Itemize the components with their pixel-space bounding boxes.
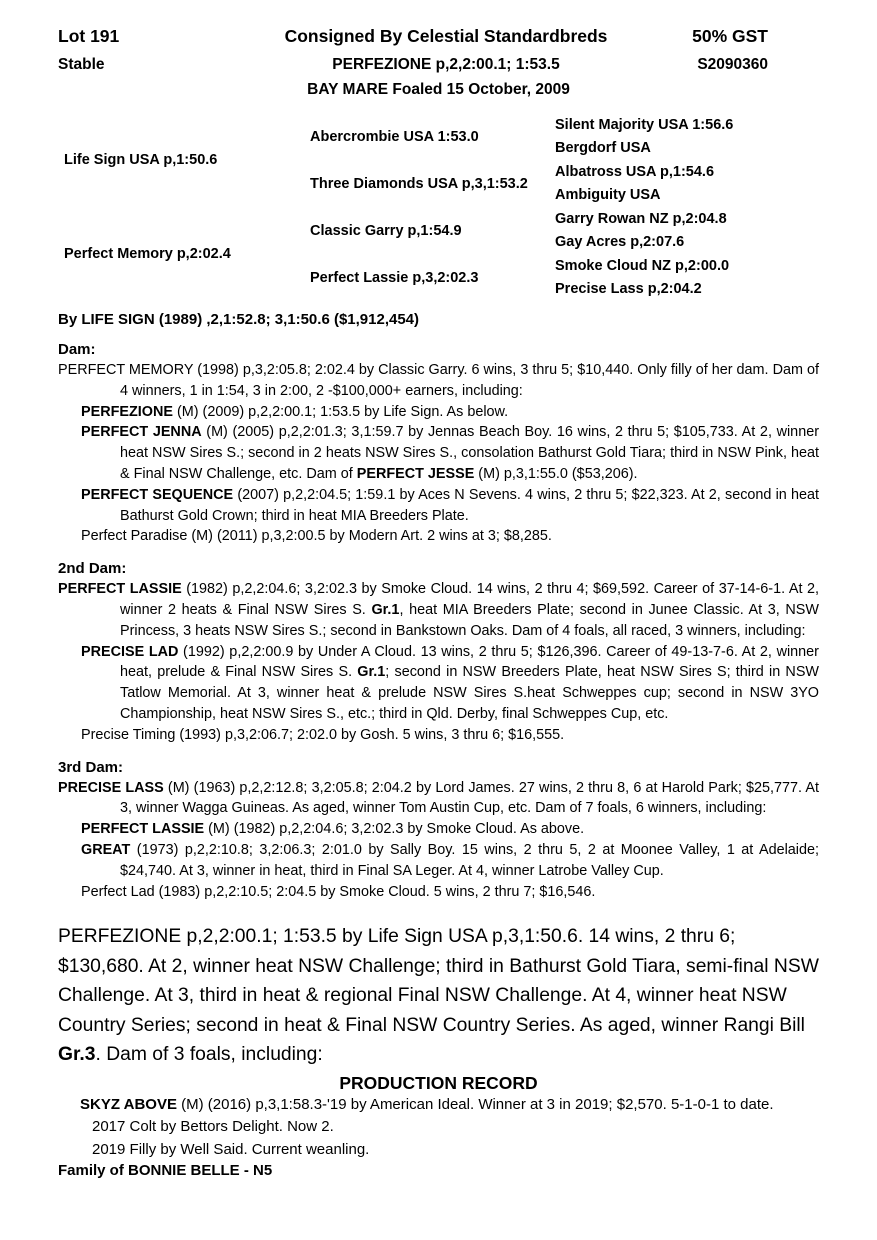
foal-paragraph <box>58 882 819 903</box>
foal-paragraph <box>58 819 819 840</box>
lot-number: Lot 191 <box>58 26 120 46</box>
dam-paragraph <box>58 360 819 402</box>
pedigree-gen3-entry: Smoke Cloud NZ p,2:00.0 <box>555 257 730 274</box>
foal-paragraph <box>58 422 819 484</box>
pedigree-gen3-entry: Gay Acres p,2:07.6 <box>555 234 685 251</box>
foal-paragraph <box>58 725 819 746</box>
production-entry <box>58 1094 819 1117</box>
pedigree-table <box>58 113 819 301</box>
section-heading-dam: Dam: <box>58 341 96 358</box>
text-run: (1992) p,2,2:00.9 by Under A Cloud. 13 wins, 2 thru 5; $126,396. Career of 49-13-7-6. At 2, winner heat, prelude & Final NSW Sires S. <box>120 643 819 681</box>
foal-paragraph <box>58 526 819 547</box>
pedigree-gen3-entry: Precise Lass p,2:04.2 <box>555 281 702 298</box>
horse-name-record: PERFEZIONE p,2,2:00.1; 1:53.5 <box>332 56 560 73</box>
stable-label: Stable <box>58 56 105 73</box>
text-run: (M) (1963) p,2,2:12.8; 3,2:05.8; 2:04.2 by Lord James. 27 wins, 2 thru 8, 6 at Harold Park; $25,777. At 3, winner Wagga Guineas. As aged, winner Tom Austin Cup, etc. Dam of 7 foals, 6 winners, including: <box>120 779 819 817</box>
pedigree-gen3-entry: Silent Majority USA 1:56.6 <box>555 116 734 133</box>
text-run: (2007) p,2,2:04.5; 1:59.1 by Aces N Sevens. 4 wins, 2 thru 5; $22,323. At 2, second in heat Bathurst Gold Crown; third in heat MIA Breeders Plate. <box>120 486 819 524</box>
gst-label: 50% GST <box>692 26 768 46</box>
foal-paragraph <box>58 840 819 882</box>
text-run: (M) (2016) p,3,1:58.3-'19 by American Ideal. Winner at 3 in 2019; $2,570. 5-1-0-1 to date. <box>176 1095 774 1113</box>
pedigree-gen3-entry: Albatross USA p,1:54.6 <box>555 163 715 180</box>
text-run: ; second in NSW Breeders Plate, heat NSW Sires S; third in NSW Tatlow Memorial. At 3, winner heat & prelude NSW Sires S.heat Schweppes cup; second in NSW 3YO Championship, heat NSW Sires S., etc.; third in Qld. Derby, final Schweppes Cup, etc. <box>120 664 819 722</box>
family-line: Family of BONNIE BELLE - N5 <box>58 1162 273 1180</box>
text-run: Perfect Paradise (M) (2011) p,3,2:00.5 by Modern Art. 2 wins at 3; $8,285. <box>81 528 552 545</box>
text-run: PERFECT JENNA <box>81 424 202 441</box>
text-run: Precise Timing (1993) p,3,2:06.7; 2:02.0 by Gosh. 5 wins, 3 thru 6; $16,555. <box>81 726 565 743</box>
text-run: PERFEZIONE <box>81 403 173 420</box>
text-run: (M) (1982) p,2,2:04.6; 3,2:02.3 by Smoke Cloud. As above. <box>204 821 585 838</box>
text-run: (1982) p,2,2:04.6; 3,2:02.3 by Smoke Cloud. 14 wins, 2 thru 4; $69,592. Career of 37-14-6-1. At 2, winner 2 heats & Final NSW Sires S. <box>120 581 819 618</box>
text-run: PRECISE LASS <box>58 779 164 796</box>
pedigree-gen2-entry: Classic Garry p,1:54.9 <box>310 222 462 239</box>
text-run: PERFECT SEQUENCE <box>81 486 234 503</box>
production-entry <box>58 1116 819 1139</box>
pedigree-gen1-column <box>58 113 310 301</box>
registration-number: S2090360 <box>697 56 768 73</box>
text-run: PERFECT JESSE <box>356 465 475 482</box>
pedigree-gen3-entry: Bergdorf USA <box>555 140 651 157</box>
text-run: 2017 Colt by Bettors Delight. Now 2. <box>92 1118 334 1136</box>
production-entry <box>58 1139 819 1162</box>
text-run: PERFECT LASSIE <box>81 821 205 838</box>
header-row-2 <box>58 56 819 74</box>
text-run: Gr.1 <box>357 664 386 681</box>
text-run: (M) (2005) p,2,2:01.3; 3,1:59.7 by Jennas Beach Boy. 16 wins, 2 thru 5; $105,733. At 2, winner heat NSW Sires S.; second in 2 heats NSW Sires S., consolation Bathurst Gold Tiara; third in NSW Pink, heat & Final NSW Challenge, etc. Dam of <box>120 424 819 482</box>
text-run: (1973) p,2,2:10.8; 3,2:06.3; 2:01.0 by Sally Boy. 15 wins, 2 thru 5, 2 at Moonee Valley, 1 at Adelaide; $24,740. At 3, winner in heat, third in Final SA Leger. At 4, winner Latrobe Valley Cup. <box>120 841 819 879</box>
section-heading-3rd-dam: 3rd Dam: <box>58 758 124 776</box>
pedigree-gen2-entry: Perfect Lassie p,3,2:02.3 <box>310 269 479 286</box>
text-run: PERFECT MEMORY (1998) p,3,2:05.8; 2:02.4 by Classic Garry. 6 wins, 3 thru 5; $10,440. Only filly of her dam. Dam of 4 winners, 1 in 1:54, 3 in 2:00, 2 -$100,000+ earners, including: <box>58 362 819 399</box>
text-run: (M) p,3,1:55.0 ($53,206). <box>474 465 638 482</box>
foaled-line: BAY MARE Foaled 15 October, 2009 <box>307 81 570 98</box>
text-run: PERFEZIONE p,2,2:00.1; 1:53.5 by Life Sign USA p,3,1:50.6. 14 wins, 2 thru 6; $130,680. At 2, winner heat NSW Challenge; third in Bathurst Gold Tiara, semi-final NSW Challenge. At 3, third in heat & regional Final NSW Challenge. At 4, winner heat NSW Country Series; second in heat & Final NSW Country Series. As aged, winner Rangi Bill <box>58 926 819 1036</box>
race-record-summary <box>58 922 819 1070</box>
text-run: Perfect Lad (1983) p,2,2:10.5; 2:04.5 by Smoke Cloud. 5 wins, 2 thru 7; $16,546. <box>81 883 596 900</box>
dam-paragraph <box>58 579 819 641</box>
text-run: 2019 Filly by Well Said. Current weanling. <box>92 1140 370 1158</box>
section-heading-2nd-dam: 2nd Dam: <box>58 560 127 578</box>
text-run: PRECISE LAD <box>81 643 179 660</box>
production-record-heading: PRODUCTION RECORD <box>339 1072 538 1093</box>
pedigree-gen3-column <box>555 113 819 301</box>
dam-paragraph <box>58 778 819 820</box>
foal-paragraph <box>58 485 819 527</box>
foal-paragraph <box>58 402 819 423</box>
header-row-1 <box>58 26 819 47</box>
text-run: , heat MIA Breeders Plate; second in Junee Classic. At 3, NSW Princess, 3 heats NSW Sires S.; second in Bankstown Oaks. Dam of 4 foals, all raced, 3 winners, including: <box>120 601 819 639</box>
consignor-title: Consigned By Celestial Standardbreds <box>284 26 608 46</box>
text-run: (M) (2009) p,2,2:00.1; 1:53.5 by Life Sign. As below. <box>172 403 509 420</box>
text-run: PERFECT LASSIE <box>58 581 182 598</box>
pedigree-gen2-entry: Three Diamonds USA p,3,1:53.2 <box>310 175 528 192</box>
sire-summary-line: By LIFE SIGN (1989) ,2,1:52.8; 3,1:50.6 ($1,912,454) <box>58 311 420 328</box>
pedigree-sire: Life Sign USA p,1:50.6 <box>64 152 218 168</box>
pedigree-gen2-column <box>310 113 555 301</box>
text-run: GREAT <box>81 841 131 858</box>
pedigree-gen3-entry: Ambiguity USA <box>555 187 661 204</box>
text-run: Gr.1 <box>371 601 400 618</box>
pedigree-gen2-entry: Abercrombie USA 1:53.0 <box>310 128 479 145</box>
text-run: Gr.3 <box>58 1044 96 1066</box>
text-run: . Dam of 3 foals, including: <box>95 1044 323 1066</box>
pedigree-gen3-entry: Garry Rowan NZ p,2:04.8 <box>555 210 727 227</box>
foal-paragraph <box>58 642 819 725</box>
text-run: SKYZ ABOVE <box>80 1095 177 1113</box>
pedigree-dam: Perfect Memory p,2:02.4 <box>64 246 231 262</box>
